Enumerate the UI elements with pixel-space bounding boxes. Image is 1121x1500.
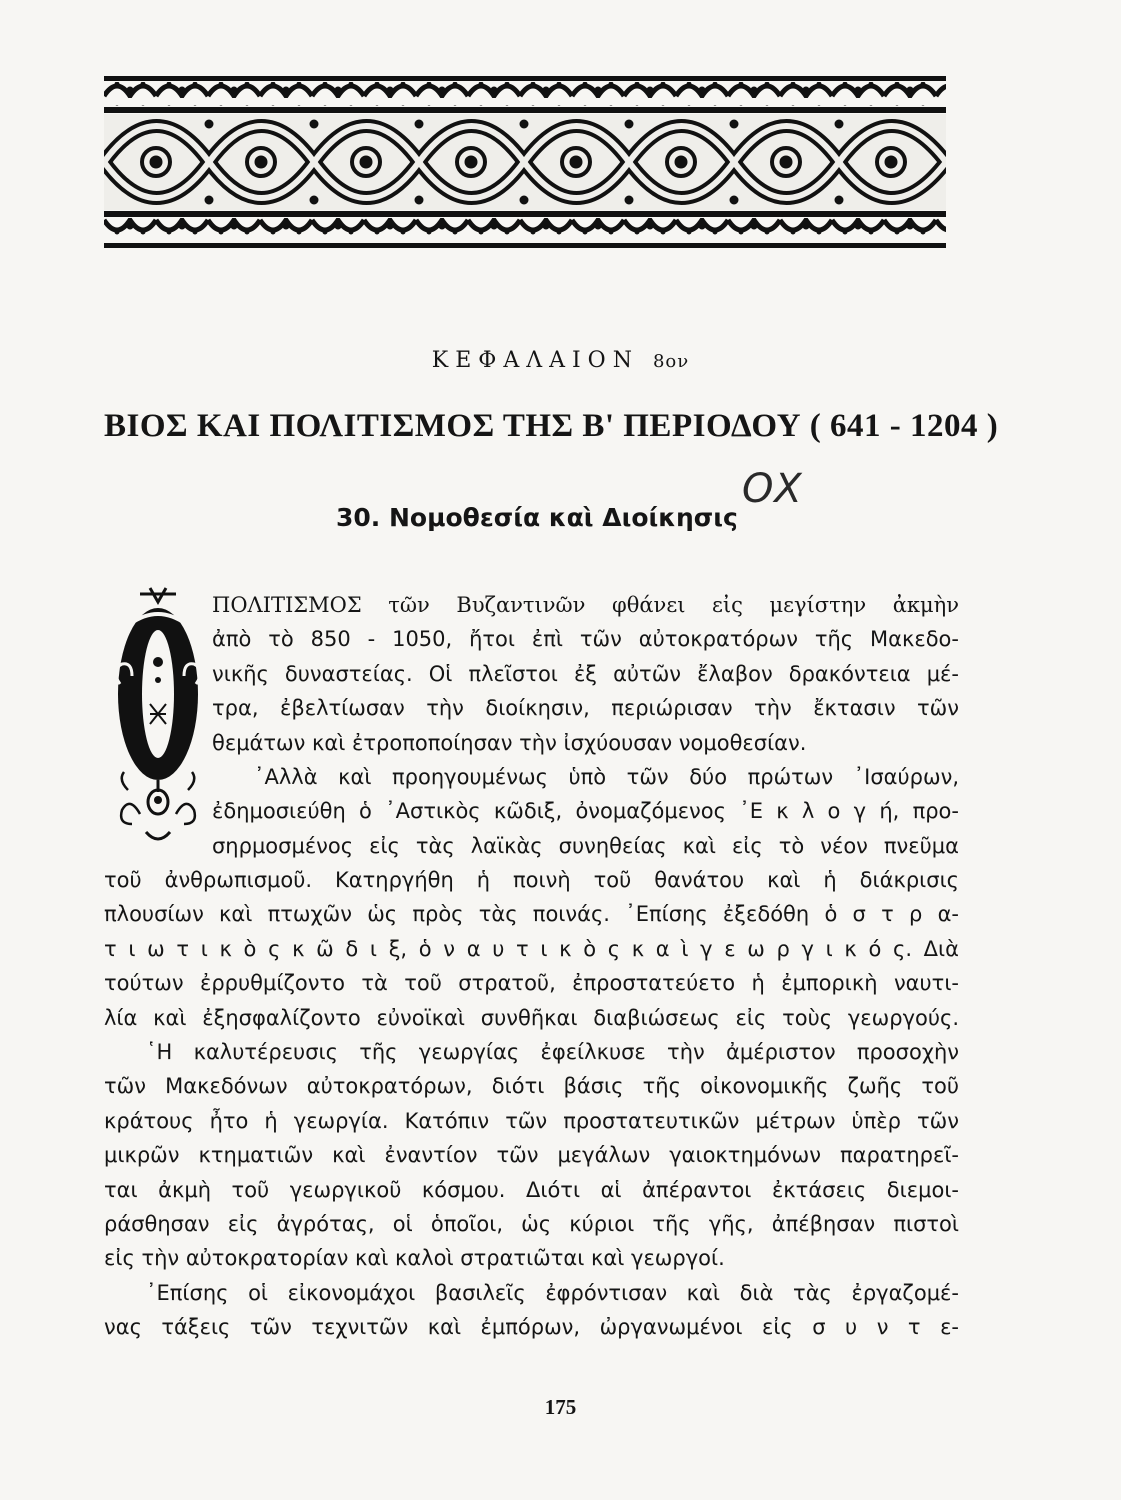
text-line: τ ι ω τ ι κ ὸ ς κ ῶ δ ι ξ, ὁ ν α υ τ ι κ ὸ ς κ α ὶ γ ε ω ρ γ ι κ ό ς. Διὰ (104, 937, 959, 961)
text-line: πλουσίων καὶ πτωχῶν ὡς πρὸς τὰς ποινάς. ᾿Επίσης ἐξεδόθη ὁ σ τ ρ α- (104, 902, 959, 926)
text-line: ἀπὸ τὸ 850 - 1050, ἤτοι ἐπὶ τῶν αὐτοκρατόρων τῆς Μακεδο- (212, 627, 959, 651)
text-line: κράτους ἦτο ἡ γεωργία. Κατόπιν τῶν προστατευτικῶν μέτρων ὑπὲρ τῶν (104, 1109, 959, 1133)
text-line: ΠΟΛΙΤΙΣΜΟΣ τῶν Βυζαντινῶν φθάνει εἰς μεγίστην ἀκμὴν (212, 593, 959, 617)
text-line: νας τάξεις τῶν τεχνιτῶν καὶ ἐμπόρων, ὠργανωμένοι εἰς σ υ ν τ ε- (104, 1315, 959, 1339)
text-line: μικρῶν κτηματιῶν καὶ ἐναντίον τῶν μεγάλων γαιοκτημόνων παρατηρεῖ- (104, 1143, 959, 1167)
drop-cap-letter: Ο (110, 584, 111, 585)
text-line: εἰς τὴν αὐτοκρατορίαν καὶ καλοὶ στρατιῶται καὶ γεωργοί. (104, 1246, 725, 1270)
handwritten-annotation: O X (742, 466, 796, 512)
section-title: 30. Νομοθεσία καὶ Διοίκησις (336, 503, 738, 532)
chapter-label (0, 348, 1121, 373)
text-line: τοῦ ἀνθρωπισμοῦ. Κατηργήθη ἡ ποινὴ τοῦ θανάτου καὶ ἡ διάκρισις (104, 868, 959, 892)
page-number: 175 (544, 1395, 577, 1419)
text-line: ράσθησαν εἰς ἀγρότας, οἱ ὁποῖοι, ὡς κύριοι τῆς γῆς, ἀπέβησαν πιστοὶ (104, 1212, 959, 1236)
text-line: τῶν Μακεδόνων αὐτοκρατόρων, διότι βάσις τῆς οἰκονομικῆς ζωῆς τοῦ (104, 1074, 959, 1098)
ornamental-border (104, 74, 946, 252)
text-line: ᾿Αλλὰ καὶ προηγουμένως ὑπὸ τῶν δύο πρώτων ᾿Ισαύρων, (254, 765, 959, 789)
text-line: σηρμοσμένος εἰς τὰς λαϊκὰς συνηθείας καὶ εἰς τὸ νέον πνεῦμα (212, 834, 959, 858)
text-line: λία καὶ ἐξησφαλίζοντο εὐνοϊκαὶ συνθῆκαι διαβιώσεως εἰς τοὺς γεωργούς. (104, 1006, 959, 1030)
chapter-word: ΚΕΦΑΛΑΙΟΝ (431, 348, 639, 373)
text-line: ται ἀκμὴ τοῦ γεωργικοῦ κόσμου. Διότι αἱ ἀπέραντοι ἐκτάσεις διεμοι- (104, 1178, 959, 1202)
text-line: τρα, ἐβελτίωσαν τὴν διοίκησιν, περιώρισαν τὴν ἔκτασιν τῶν (212, 696, 959, 720)
text-line: ῾Η καλυτέρευσις τῆς γεωργίας ἐφείλκυσε τὴν ἀμέριστον προσοχὴν (146, 1040, 959, 1064)
drop-cap-ornament (110, 584, 204, 854)
chapter-number: 8ον (652, 351, 690, 372)
text-line: ᾿Επίσης οἱ εἰκονομάχοι βασιλεῖς ἐφρόντισαν καὶ διὰ τὰς ἐργαζομέ- (146, 1281, 959, 1305)
text-line: θεμάτων καὶ ἐτροποποίησαν τὴν ἰσχύουσαν νομοθεσίαν. (212, 731, 807, 755)
text-line: ἐδημοσιεύθη ὁ ᾿Αστικὸς κῶδιξ, ὀνομαζόμενος ᾿Ε κ λ ο γ ή, προ- (212, 799, 959, 823)
chapter-title: ΒΙΟΣ ΚΑΙ ΠΟΛΙΤΙΣΜΟΣ ΤΗΣ Β' ΠΕΡΙΟΔΟΥ ( 641 - 1204 ) (104, 408, 999, 444)
text-line: νικῆς δυναστείας. Οἱ πλεῖστοι ἐξ αὐτῶν ἔλαβον δρακόντεια μέ- (212, 662, 959, 686)
text-line: τούτων ἐρρυθμίζοντο τὰ τοῦ στρατοῦ, ἐπροστατεύετο ἡ ἐμπορικὴ ναυτι- (104, 971, 959, 995)
